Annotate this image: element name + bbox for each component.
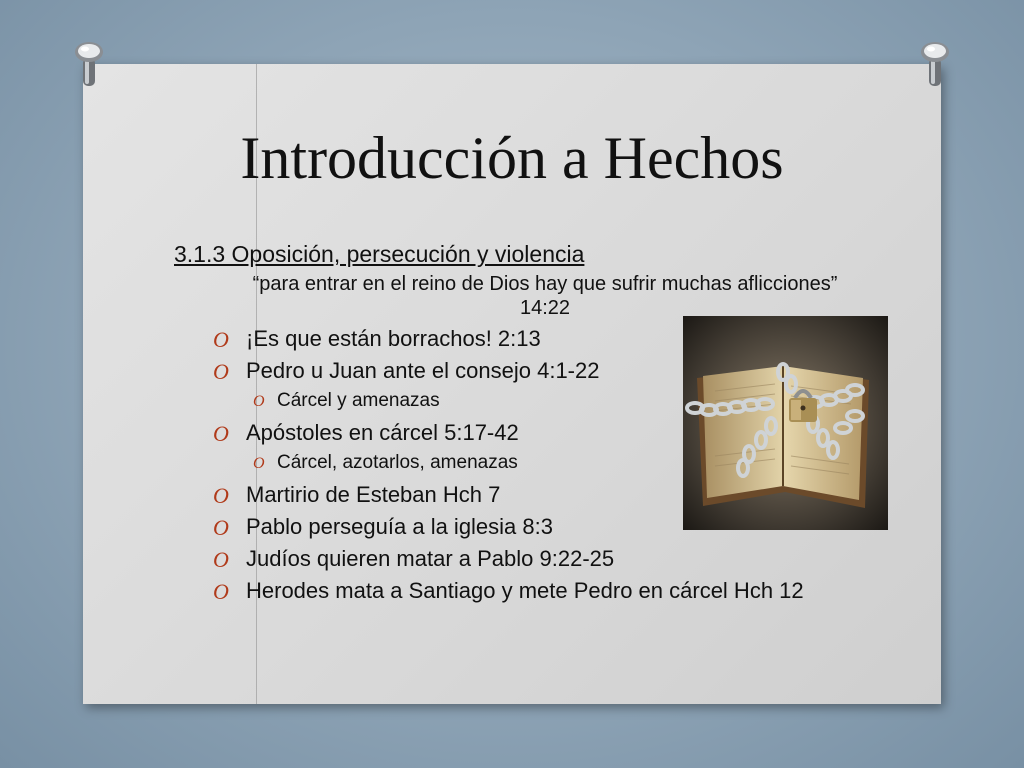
chained-book-image <box>683 316 888 530</box>
bullet-marker-icon: O <box>213 359 229 384</box>
slide-title: Introducción a Hechos <box>240 125 784 191</box>
bullet-marker-icon: O <box>213 515 229 540</box>
bullet-marker-icon: O <box>213 421 229 446</box>
chained-book-icon <box>683 316 888 530</box>
pushpin-left-icon <box>72 40 106 90</box>
bullet-marker-icon: O <box>213 483 229 508</box>
list-item: O Martirio de Esteban Hch 7 <box>213 482 501 508</box>
bullet-marker-icon: O <box>213 579 229 604</box>
list-item: O Judíos quieren matar a Pablo 9:22-25 <box>213 546 615 572</box>
pushpin-right-icon <box>918 40 952 90</box>
scripture-quote: “para entrar en el reino de Dios hay que sufrir muchas aflicciones” 14:22 <box>252 273 838 319</box>
list-subitem: O Cárcel y amenazas <box>253 390 440 411</box>
bullet-marker-icon: O <box>253 393 265 410</box>
list-item: O ¡Es que están borrachos! 2:13 <box>213 326 541 352</box>
list-item: O Apóstoles en cárcel 5:17-42 <box>213 420 519 446</box>
list-subitem: O Cárcel, azotarlos, amenazas <box>253 452 518 473</box>
bullet-marker-icon: O <box>213 547 229 572</box>
list-item: O Pedro u Juan ante el consejo 4:1-22 <box>213 358 600 384</box>
list-item: O Herodes mata a Santiago y mete Pedro en cárcel Hch 12 <box>213 578 804 604</box>
slide-subtitle: 3.1.3 Oposición, persecución y violencia <box>174 241 585 267</box>
bullet-marker-icon: O <box>213 327 229 352</box>
bullet-marker-icon: O <box>253 455 265 472</box>
list-item: O Pablo perseguía a la iglesia 8:3 <box>213 514 553 540</box>
